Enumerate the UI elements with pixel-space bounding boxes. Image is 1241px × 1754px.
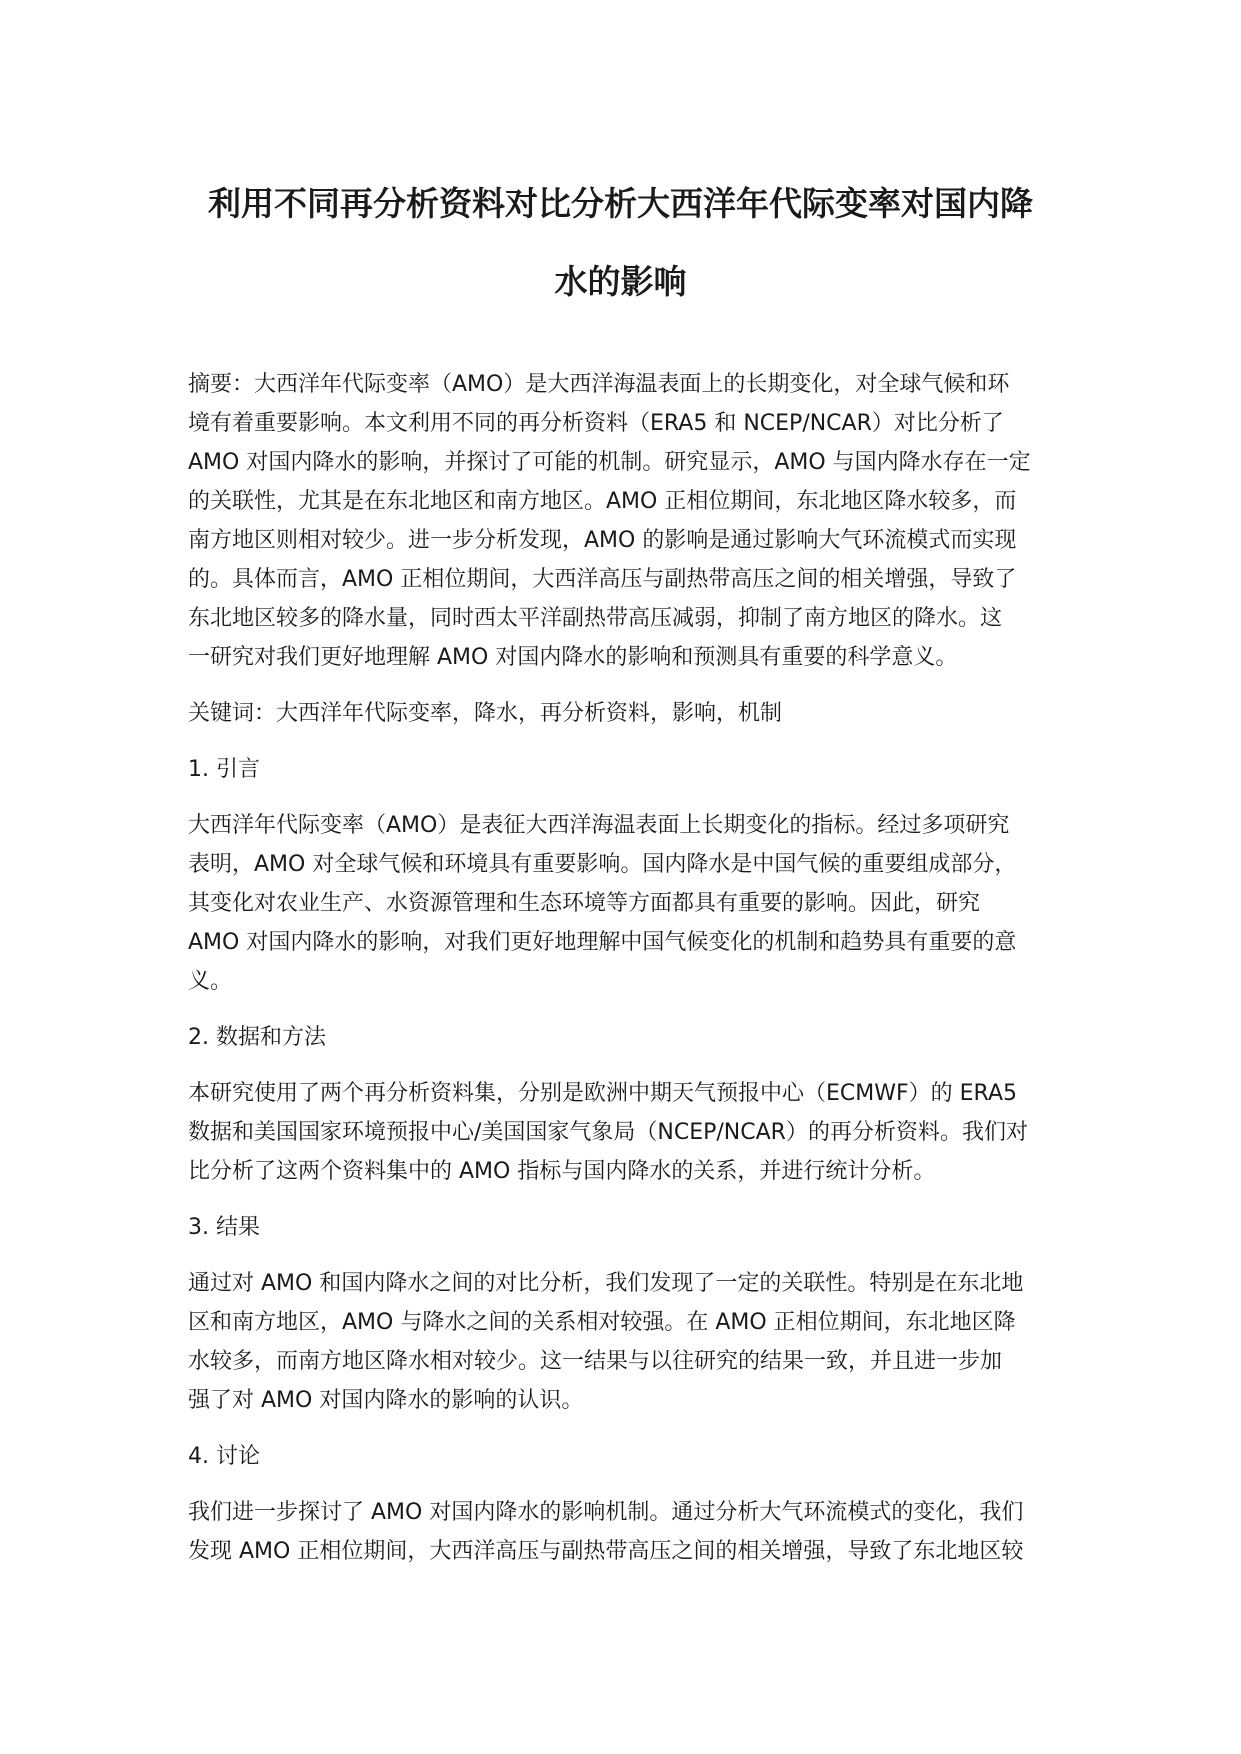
paragraph-line: 区和南方地区，AMO 与降水之间的关系相对较强。在 AMO 正相位期间，东北地区降 (188, 1310, 1016, 1335)
abstract-line: 东北地区较多的降水量，同时西太平洋副热带高压减弱，抑制了南方地区的降水。这 (188, 606, 1003, 631)
section-heading-data-methods: 2. 数据和方法 (188, 1025, 326, 1050)
document-page (188, 165, 1053, 1571)
paragraph-line: AMO 对国内降水的影响，对我们更好地理解中国气候变化的机制和趋势具有重要的意 (188, 930, 1017, 955)
data-methods-paragraph (188, 1074, 1053, 1191)
abstract-paragraph (188, 365, 1053, 677)
results-paragraph (188, 1264, 1053, 1420)
title-line-1: 利用不同再分析资料对比分析大西洋年代际变率对国内降 (208, 184, 1033, 223)
paragraph-line: 发现 AMO 正相位期间，大西洋高压与副热带高压之间的相关增强，导致了东北地区较 (188, 1539, 1024, 1564)
paragraph-line: 数据和美国国家环境预报中心/美国国家气象局（NCEP/NCAR）的再分析资料。我们对 (188, 1120, 1028, 1145)
paper-title (176, 165, 1065, 321)
paragraph-line: 义。 (188, 969, 233, 994)
paragraph-line: 大西洋年代际变率（AMO）是表征大西洋海温表面上长期变化的指标。经过多项研究 (188, 813, 1010, 838)
abstract-line: 的关联性，尤其是在东北地区和南方地区。AMO 正相位期间，东北地区降水较多，而 (188, 489, 1017, 514)
paragraph-line: 强了对 AMO 对国内降水的影响的认识。 (188, 1388, 584, 1413)
paragraph-line: 本研究使用了两个再分析资料集，分别是欧洲中期天气预报中心（ECMWF）的 ERA5 (188, 1081, 1017, 1106)
abstract-line: AMO 对国内降水的影响，并探讨了可能的机制。研究显示，AMO 与国内降水存在一定 (188, 450, 1031, 475)
abstract-line: 一研究对我们更好地理解 AMO 对国内降水的影响和预测具有重要的科学意义。 (188, 645, 958, 670)
paragraph-line: 我们进一步探讨了 AMO 对国内降水的影响机制。通过分析大气环流模式的变化，我们 (188, 1500, 1024, 1525)
abstract-line: 南方地区则相对较少。进一步分析发现，AMO 的影响是通过影响大气环流模式而实现 (188, 528, 1017, 553)
abstract-line: 的。具体而言，AMO 正相位期间，大西洋高压与副热带高压之间的相关增强，导致了 (188, 567, 1017, 592)
paragraph-line: 其变化对农业生产、水资源管理和生态环境等方面都具有重要的影响。因此，研究 (188, 891, 981, 916)
section-heading-discussion: 4. 讨论 (188, 1444, 260, 1469)
paragraph-line: 通过对 AMO 和国内降水之间的对比分析，我们发现了一定的关联性。特别是在东北地 (188, 1271, 1024, 1296)
paragraph-line: 表明，AMO 对全球气候和环境具有重要影响。国内降水是中国气候的重要组成部分， (188, 852, 1017, 877)
abstract-line: 境有着重要影响。本文利用不同的再分析资料（ERA5 和 NCEP/NCAR）对比分析了 (188, 411, 1004, 436)
title-line-2: 水的影响 (554, 262, 687, 301)
section-heading-introduction: 1. 引言 (188, 757, 260, 782)
discussion-paragraph (188, 1493, 1053, 1571)
abstract-line: 摘要：大西洋年代际变率（AMO）是大西洋海温表面上的长期变化，对全球气候和环 (188, 372, 1010, 397)
introduction-paragraph (188, 806, 1053, 1001)
section-heading-results: 3. 结果 (188, 1215, 260, 1240)
paragraph-line: 比分析了这两个资料集中的 AMO 指标与国内降水的关系，并进行统计分析。 (188, 1159, 936, 1184)
keywords-line: 关键词：大西洋年代际变率，降水，再分析资料，影响，机制 (188, 701, 783, 726)
paragraph-line: 水较多，而南方地区降水相对较少。这一结果与以往研究的结果一致，并且进一步加 (188, 1349, 1003, 1374)
